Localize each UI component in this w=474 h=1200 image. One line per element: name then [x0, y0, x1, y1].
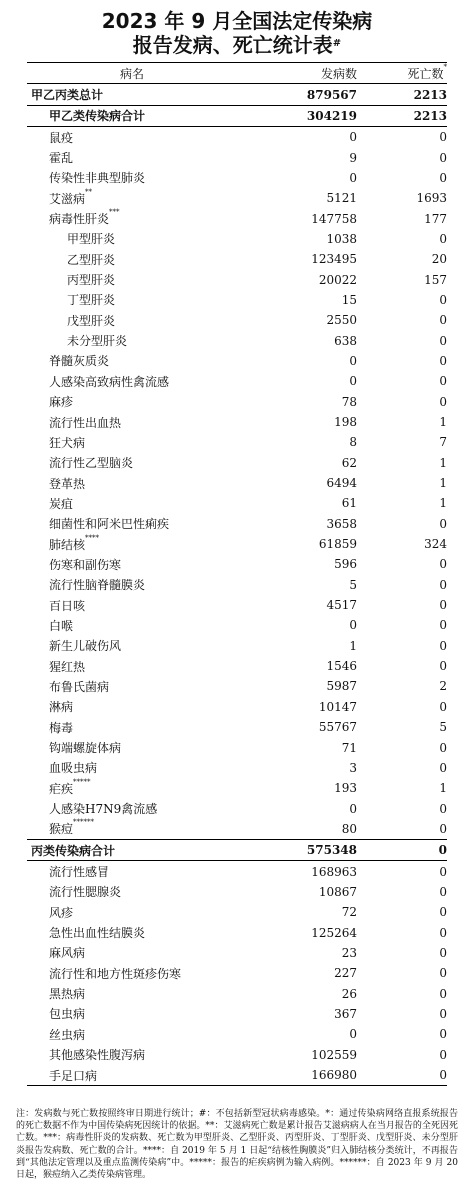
table-row — [27, 147, 447, 167]
cases-cell: 15 — [341, 292, 357, 307]
disease-name: 流行性腮腺炎 — [49, 885, 122, 900]
footnote-mark: ****** — [73, 818, 95, 827]
cases-cell: 8 — [349, 435, 357, 450]
table-row — [27, 1004, 447, 1024]
deaths-cell: 20 — [431, 252, 447, 267]
deaths-cell: 0 — [439, 740, 447, 755]
table-row — [27, 615, 447, 635]
cases-cell: 62 — [341, 455, 357, 470]
table-row — [27, 1045, 447, 1065]
disease-name: 甲型肝炎 — [67, 232, 116, 247]
disease-name-cell — [27, 432, 237, 452]
disease-name: 戊型肝炎 — [67, 313, 116, 328]
cases-cell: 80 — [341, 821, 357, 836]
footnote-mark: **** — [85, 533, 100, 542]
cases-cell: 61 — [341, 496, 357, 511]
footnote-mark: ***** — [73, 777, 91, 786]
disease-name: 猴痘 — [49, 822, 74, 837]
cases-cell: 147758 — [311, 211, 357, 226]
deaths-cell: 0 — [357, 127, 447, 148]
disease-name: 霍乱 — [49, 151, 74, 166]
disease-name: 白喉 — [49, 618, 74, 633]
disease-name: 钩端螺旋体病 — [49, 741, 122, 756]
table-row — [27, 963, 447, 983]
table-row — [27, 392, 447, 412]
disease-name-cell — [27, 1024, 237, 1044]
cases-cell: 0 — [237, 127, 357, 148]
footnote-mark: *** — [109, 208, 120, 217]
cases-cell: 3658 — [326, 516, 357, 531]
disease-name-cell — [27, 453, 237, 473]
disease-name: 登革热 — [49, 476, 86, 491]
disease-name: 疟疾 — [49, 781, 74, 796]
table-row — [27, 943, 447, 963]
cases-cell: 227 — [334, 966, 357, 981]
deaths-cell: 157 — [424, 272, 447, 287]
cases-cell: 5987 — [326, 679, 357, 694]
disease-name-cell — [27, 514, 237, 534]
deaths-cell: 7 — [439, 435, 447, 450]
disease-name-cell — [27, 371, 237, 391]
deaths-cell: 1693 — [416, 191, 447, 206]
table-row — [27, 412, 447, 432]
cases-cell: 10147 — [318, 699, 357, 714]
deaths-cell: 0 — [439, 577, 447, 592]
table-row — [27, 534, 447, 554]
cases-cell: 575348 — [237, 840, 357, 861]
table-row — [27, 636, 447, 656]
table-row — [27, 861, 447, 882]
disease-name-cell — [27, 84, 237, 105]
table-row — [27, 737, 447, 757]
deaths-cell: 0 — [439, 313, 447, 328]
disease-name-cell — [27, 208, 237, 228]
deaths-cell: 0 — [439, 353, 447, 368]
cases-cell: 55767 — [318, 720, 357, 735]
disease-name-cell — [27, 1065, 237, 1086]
table-row — [27, 595, 447, 615]
disease-name-cell — [27, 737, 237, 757]
disease-name-cell — [27, 922, 237, 942]
disease-name-cell — [27, 861, 237, 882]
deaths-cell: 0 — [439, 231, 447, 246]
header-deaths-label: 死亡数 — [407, 66, 444, 81]
deaths-cell: 0 — [357, 861, 447, 882]
disease-name: 病毒性肝炎 — [49, 212, 110, 227]
deaths-cell: 2213 — [357, 105, 447, 126]
disease-name-cell — [27, 943, 237, 963]
table-body — [27, 84, 447, 1086]
header-disease-name: 病名 — [27, 63, 237, 84]
disease-name-cell — [27, 615, 237, 635]
cases-cell: 71 — [341, 740, 357, 755]
deaths-cell: 0 — [439, 170, 447, 185]
deaths-cell: 0 — [439, 374, 447, 389]
deaths-cell: 0 — [357, 1065, 447, 1086]
disease-name-cell — [27, 758, 237, 778]
deaths-cell: 0 — [439, 516, 447, 531]
disease-name: 梅毒 — [49, 720, 74, 735]
footnote: 注：发病数与死亡数按照终审日期进行统计；#：不包括新型冠状病毒感染。*：通过传染病网络直报系统报告的死亡数据不作为中国传染病死因统计的依据。**：艾滋病死亡数是累计报告艾滋病病人在当月报告的全死因死亡数。***：病毒性肝炎的发病数、死亡数为甲型肝炎、乙型肝炎、丙型肝炎、丁型肝炎、戊型肝炎、未分型肝炎报告发病数、死亡数的合计。****：自 2019 年 5 月 1 日起“结核性胸膜炎”归入肺结核分类统计，不再报告到“其他法定管理以及重点监测传染病”中。*****：报告的疟疾病例为输入病例。******：自 2023 年 9 月 20 日起，猴痘纳入乙类传染病管理。 — [16, 1109, 458, 1181]
cases-cell: 1546 — [326, 659, 357, 674]
deaths-cell: 0 — [439, 638, 447, 653]
deaths-cell: 1 — [439, 781, 447, 796]
disease-name-cell — [27, 963, 237, 983]
cases-cell: 166980 — [237, 1065, 357, 1086]
cases-cell: 0 — [349, 1027, 357, 1042]
cases-cell: 2550 — [326, 313, 357, 328]
deaths-cell: 2 — [439, 679, 447, 694]
disease-name: 百日咳 — [49, 598, 86, 613]
disease-name: 布鲁氏菌病 — [49, 679, 110, 694]
deaths-cell: 1 — [439, 496, 447, 511]
disease-name: 甲乙丙类总计 — [31, 88, 104, 103]
disease-name: 流行性和地方性斑疹伤寒 — [49, 966, 182, 981]
table-row — [27, 983, 447, 1003]
table-row — [27, 473, 447, 493]
table-row — [27, 778, 447, 798]
cases-cell: 0 — [349, 353, 357, 368]
table-row — [27, 1024, 447, 1044]
disease-name: 甲乙类传染病合计 — [49, 109, 146, 124]
cases-cell: 0 — [349, 170, 357, 185]
table-row — [27, 188, 447, 208]
table-row — [27, 310, 447, 330]
disease-name: 手足口病 — [49, 1068, 98, 1083]
cases-cell: 1 — [349, 638, 357, 653]
disease-name-cell — [27, 697, 237, 717]
disease-name: 新生儿破伤风 — [49, 639, 122, 654]
disease-name-cell — [27, 412, 237, 432]
deaths-cell: 324 — [424, 537, 447, 552]
cases-cell: 5 — [349, 577, 357, 592]
cases-cell: 193 — [334, 781, 357, 796]
cases-cell: 61859 — [318, 537, 357, 552]
deaths-cell: 0 — [439, 925, 447, 940]
footnote-mark: ** — [85, 187, 93, 196]
disease-name-cell — [27, 127, 237, 148]
cases-cell: 0 — [349, 618, 357, 633]
cases-cell: 26 — [341, 986, 357, 1001]
table-row — [27, 330, 447, 350]
cases-cell: 9 — [349, 150, 357, 165]
deaths-cell: 0 — [439, 884, 447, 899]
disease-name: 乙型肝炎 — [67, 252, 116, 267]
header-cases: 发病数 — [237, 63, 357, 84]
cases-cell: 4517 — [326, 598, 357, 613]
deaths-cell: 1 — [439, 455, 447, 470]
table-row — [27, 575, 447, 595]
deaths-cell: 0 — [439, 760, 447, 775]
disease-name-cell — [27, 147, 237, 167]
table-row — [27, 922, 447, 942]
disease-name: 其他感染性腹泻病 — [49, 1048, 146, 1063]
disease-name-cell — [27, 778, 237, 798]
disease-name: 黑热病 — [49, 987, 86, 1002]
cases-cell: 0 — [349, 801, 357, 816]
deaths-cell: 0 — [439, 557, 447, 572]
deaths-cell: 0 — [439, 292, 447, 307]
disease-statistics-table — [27, 62, 447, 1086]
cases-cell: 168963 — [237, 861, 357, 882]
disease-name-cell — [27, 819, 237, 840]
cases-cell: 879567 — [306, 87, 357, 102]
deaths-cell: 0 — [439, 1027, 447, 1042]
page-title-text: 报告发病、死亡统计表 — [132, 33, 333, 57]
disease-name-cell — [27, 290, 237, 310]
table-row — [27, 798, 447, 818]
disease-name-cell — [27, 493, 237, 513]
deaths-cell: 0 — [439, 801, 447, 816]
deaths-cell: 0 — [439, 945, 447, 960]
deaths-cell: 0 — [439, 333, 447, 348]
disease-name-cell — [27, 1045, 237, 1065]
disease-name-cell — [27, 656, 237, 676]
disease-name: 丁型肝炎 — [67, 293, 116, 308]
header-deaths — [357, 63, 447, 84]
disease-name-cell — [27, 229, 237, 249]
disease-name-cell — [27, 902, 237, 922]
cases-cell: 5121 — [326, 191, 357, 206]
disease-name: 鼠疫 — [49, 130, 74, 145]
disease-name: 狂犬病 — [49, 435, 86, 450]
disease-name: 丝虫病 — [49, 1027, 86, 1042]
disease-name: 脊髓灰质炎 — [49, 354, 110, 369]
table-row — [27, 840, 447, 861]
page-title-line2 — [0, 33, 474, 57]
disease-name-cell — [27, 636, 237, 656]
table-row — [27, 127, 447, 148]
disease-name-cell — [27, 676, 237, 696]
deaths-cell: 0 — [439, 966, 447, 981]
disease-name: 流行性感冒 — [49, 865, 110, 880]
cases-cell: 1038 — [326, 231, 357, 246]
deaths-cell: 1 — [439, 476, 447, 491]
cases-cell: 3 — [349, 760, 357, 775]
cases-cell: 638 — [334, 333, 357, 348]
disease-name-cell — [27, 249, 237, 269]
disease-name: 丙类传染病合计 — [31, 843, 116, 858]
page-title-line1: 2023 年 9 月全国法定传染病 — [101, 9, 373, 33]
disease-name-cell — [27, 473, 237, 493]
deaths-cell: 0 — [439, 905, 447, 920]
disease-name: 淋病 — [49, 700, 74, 715]
disease-name: 流行性乙型脑炎 — [49, 456, 134, 471]
table-row — [27, 249, 447, 269]
table-row — [27, 105, 447, 126]
cases-cell: 72 — [341, 905, 357, 920]
table-row — [27, 229, 447, 249]
deaths-cell: 0 — [439, 1006, 447, 1021]
cases-cell: 23 — [341, 945, 357, 960]
disease-name: 丙型肝炎 — [67, 273, 116, 288]
cases-cell: 6494 — [326, 476, 357, 491]
title-footnote-mark: # — [332, 38, 342, 49]
table-row — [27, 351, 447, 371]
disease-name: 细菌性和阿米巴性痢疾 — [49, 517, 170, 532]
disease-name-cell — [27, 1004, 237, 1024]
table-row — [27, 758, 447, 778]
disease-name: 肺结核 — [49, 537, 86, 552]
table-row — [27, 84, 447, 105]
table-row — [27, 514, 447, 534]
deaths-cell: 0 — [439, 986, 447, 1001]
disease-name: 未分型肝炎 — [67, 334, 128, 349]
disease-name-cell — [27, 534, 237, 554]
disease-name: 流行性出血热 — [49, 415, 122, 430]
deaths-cell: 0 — [439, 618, 447, 633]
cases-cell: 367 — [334, 1006, 357, 1021]
table-row — [27, 453, 447, 473]
disease-name: 猩红热 — [49, 659, 86, 674]
cases-cell: 0 — [349, 374, 357, 389]
table-row — [27, 697, 447, 717]
deaths-cell: 0 — [439, 699, 447, 714]
deaths-cell: 0 — [357, 840, 447, 861]
disease-name-cell — [27, 105, 237, 126]
table-row — [27, 819, 447, 840]
table-row — [27, 656, 447, 676]
disease-name: 人感染H7N9禽流感 — [49, 802, 158, 817]
table-row — [27, 902, 447, 922]
deaths-cell: 177 — [424, 211, 447, 226]
disease-name: 伤寒和副伤寒 — [49, 557, 122, 572]
disease-name: 麻风病 — [49, 946, 86, 961]
table-row — [27, 269, 447, 289]
disease-name-cell — [27, 798, 237, 818]
deaths-cell: 2213 — [413, 87, 447, 102]
cases-cell: 198 — [334, 415, 357, 430]
deaths-cell: 0 — [439, 659, 447, 674]
disease-name: 麻疹 — [49, 395, 74, 410]
disease-name: 传染性非典型肺炎 — [49, 171, 146, 186]
disease-name: 流行性脑脊髓膜炎 — [49, 578, 146, 593]
table-row — [27, 208, 447, 228]
disease-name-cell — [27, 351, 237, 371]
table-row — [27, 432, 447, 452]
table-row — [27, 168, 447, 188]
table-row — [27, 493, 447, 513]
disease-name: 艾滋病 — [49, 191, 86, 206]
cases-cell: 123495 — [311, 252, 357, 267]
table-row — [27, 1065, 447, 1086]
disease-name: 炭疽 — [49, 496, 74, 511]
disease-name-cell — [27, 168, 237, 188]
table-row — [27, 554, 447, 574]
disease-name-cell — [27, 983, 237, 1003]
table-row — [27, 882, 447, 902]
disease-name: 人感染高致病性禽流感 — [49, 374, 170, 389]
table-row — [27, 717, 447, 737]
cases-cell: 125264 — [311, 925, 357, 940]
cases-cell: 78 — [341, 394, 357, 409]
cases-cell: 102559 — [311, 1047, 357, 1062]
deaths-cell: 0 — [439, 821, 447, 836]
table-row — [27, 676, 447, 696]
disease-name: 风疹 — [49, 905, 74, 920]
deaths-cell: 5 — [439, 720, 447, 735]
disease-name-cell — [27, 392, 237, 412]
disease-name-cell — [27, 188, 237, 208]
disease-name: 包虫病 — [49, 1007, 86, 1022]
disease-name-cell — [27, 269, 237, 289]
table-row — [27, 371, 447, 391]
header-deaths-mark: * — [443, 62, 447, 71]
deaths-cell: 0 — [439, 150, 447, 165]
deaths-cell: 1 — [439, 415, 447, 430]
deaths-cell: 0 — [439, 598, 447, 613]
disease-name-cell — [27, 595, 237, 615]
cases-cell: 304219 — [237, 105, 357, 126]
deaths-cell: 0 — [439, 1047, 447, 1062]
disease-name-cell — [27, 310, 237, 330]
disease-name-cell — [27, 717, 237, 737]
cases-cell: 20022 — [318, 272, 357, 287]
disease-name-cell — [27, 882, 237, 902]
disease-name-cell — [27, 840, 237, 861]
deaths-cell: 0 — [439, 394, 447, 409]
disease-name-cell — [27, 554, 237, 574]
cases-cell: 10867 — [318, 884, 357, 899]
disease-name-cell — [27, 330, 237, 350]
disease-name: 血吸虫病 — [49, 761, 98, 776]
disease-name: 急性出血性结膜炎 — [49, 926, 146, 941]
cases-cell: 596 — [334, 557, 357, 572]
table-header-row — [27, 63, 447, 84]
disease-name-cell — [27, 575, 237, 595]
table-row — [27, 290, 447, 310]
